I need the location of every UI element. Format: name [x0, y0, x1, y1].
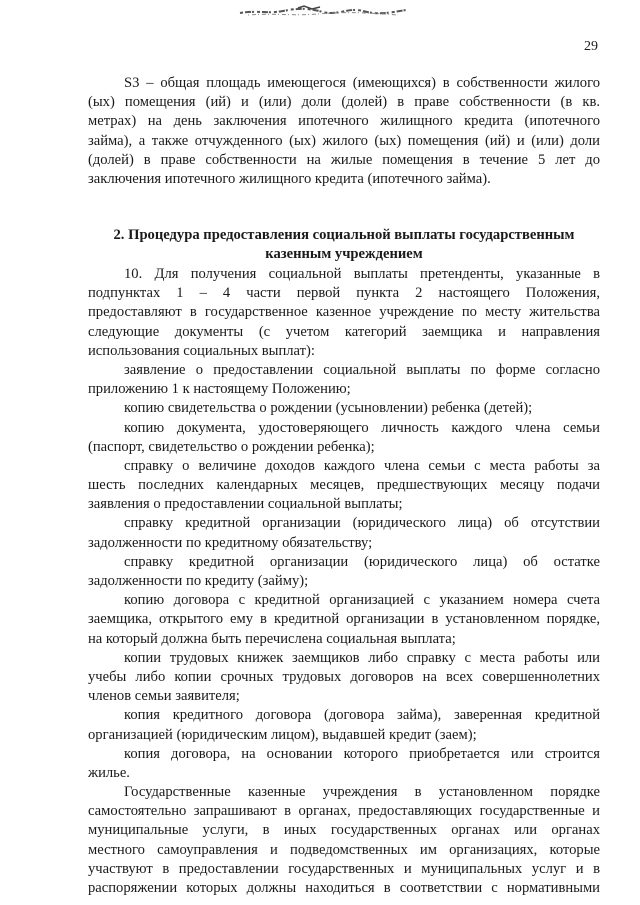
paragraph-line: копию договора с кредитной организацией с указанием номера счета: [124, 592, 600, 609]
paragraph-line: копия договора, на основании которого приобретается или строится: [124, 745, 600, 762]
paragraph-line: задолженности по кредиту (займу);: [88, 573, 309, 589]
paragraph-line: заемщика, открытого ему в кредитной организации в установленном порядке,: [88, 611, 600, 628]
paragraph-line: справку кредитной организации (юридического лица) об остатке: [124, 553, 600, 570]
paragraph-line: (долей) в праве собственности на жилые помещения в течение 5 лет до: [88, 151, 600, 168]
paragraph-line: предоставляют в государственное казенное учреждение по месту жительства: [88, 304, 600, 321]
paragraph-line: копию свидетельства о рождении (усыновлении) ребенка (детей);: [124, 400, 533, 417]
paragraph-line: самостоятельно запрашивают в органах, предоставляющих государственные и: [88, 803, 600, 820]
paragraph-line: задолженности по кредитному обязательству;: [88, 534, 373, 551]
paragraph-line: местного самоуправления и подведомственных им организациях, которые: [88, 841, 600, 858]
paragraph-line: подпунктах 1 – 4 части первой пункта 2 настоящего Положения,: [88, 285, 600, 302]
paragraph-line: (паспорт, свидетельство о рождении ребенка);: [88, 438, 375, 455]
section-heading: [88, 226, 600, 264]
paragraph-line: использования социальных выплат):: [88, 342, 315, 359]
paragraph-line: на который должна быть перечислена социальная выплата;: [88, 630, 456, 647]
body-text: [88, 265, 600, 898]
paragraph-line: участвуют в предоставлении государственных и муниципальных услуг и в: [88, 860, 600, 877]
scan-artifact-icon: [238, 4, 408, 18]
page-number: 29: [584, 39, 598, 54]
paragraph-line: справку кредитной организации (юридического лица) об отсутствии: [124, 515, 600, 532]
paragraph-line: метрах) на день заключения ипотечного жилищного кредита (ипотечного: [88, 113, 600, 130]
paragraph-line: распоряжении которых должны находиться в соответствии с нормативными: [88, 880, 600, 896]
paragraph-line: членов семьи заявителя;: [88, 688, 240, 705]
paragraph-line: (ых) помещения (ий) и (или) доли (долей) в праве собственности (в кв.: [88, 94, 600, 111]
paragraph-line: справку о величине доходов каждого члена семьи с места работы за: [124, 457, 600, 474]
paragraph-line: заявления о предоставлении социальной выплаты;: [88, 496, 403, 513]
heading-line: казенным учреждением: [265, 246, 423, 263]
paragraph-line: Государственные казенные учреждения в установленном порядке: [124, 784, 600, 801]
paragraph-line: займа), а также отчужденного (ых) жилого (ых) помещения (ий) и (или) доли: [88, 132, 600, 149]
paragraph-line: жилье.: [88, 764, 130, 781]
intro-paragraph: [88, 74, 600, 189]
paragraph-line: S3 – общая площадь имеющегося (имеющихся) в собственности жилого: [124, 75, 600, 91]
paragraph-line: следующие документы (с учетом категорий заемщика и направления: [88, 323, 600, 340]
heading-line: 2. Процедура предоставления социальной выплаты государственным: [113, 227, 575, 243]
paragraph-line: копии трудовых книжек заемщиков либо справку с места работы или: [124, 649, 600, 666]
paragraph-line: заключения ипотечного жилищного кредита (ипотечного займа).: [88, 170, 491, 187]
paragraph-line: 10. Для получения социальной выплаты претенденты, указанные в: [124, 266, 600, 282]
paragraph-line: приложению 1 к настоящему Положению;: [88, 381, 351, 398]
paragraph-line: копию документа, удостоверяющего личность каждого члена семьи: [124, 419, 600, 436]
paragraph-line: организацией (юридическим лицом), выдавшей кредит (заем);: [88, 726, 477, 743]
paragraph-line: заявление о предоставлении социальной выплаты по форме согласно: [124, 361, 600, 378]
paragraph-line: муниципальные услуги, в иных государственных органах или органах: [88, 822, 600, 839]
paragraph-line: копия кредитного договора (договора займа), заверенная кредитной: [124, 707, 600, 724]
paragraph-line: шесть последних календарных месяцев, предшествующих месяцу подачи: [88, 477, 600, 494]
paragraph-line: учебы либо копии срочных трудовых договоров на всех совершеннолетних: [88, 668, 600, 685]
